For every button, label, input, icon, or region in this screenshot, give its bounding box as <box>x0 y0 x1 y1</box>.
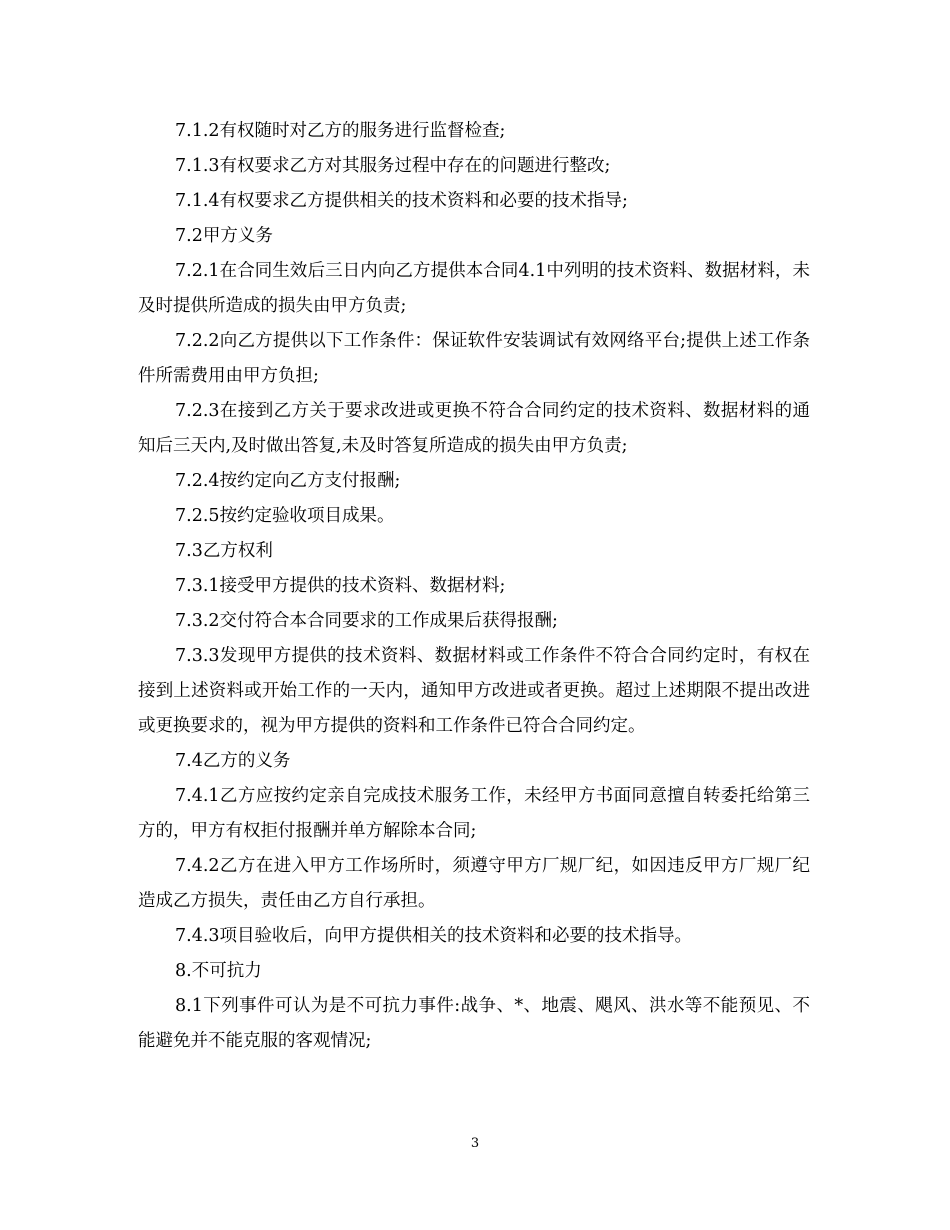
document-body <box>138 114 810 1059</box>
clause-7-3-2: 7.3.2交付符合本合同要求的工作成果后获得报酬; <box>175 611 558 631</box>
clause-7-2-2: 7.2.2向乙方提供以下工作条件：保证软件安装调试有效网络平台;提供上述工作条件所需费用由甲方负担; <box>138 331 810 386</box>
page-number: 3 <box>470 1136 480 1151</box>
clause-7-4-3: 7.4.3项目验收后，向甲方提供相关的技术资料和必要的技术指导。 <box>175 926 693 946</box>
clause-7-3-3: 7.3.3发现甲方提供的技术资料、数据材料或工作条件不符合合同约定时，有权在接到上述资料或开始工作的一天内，通知甲方改进或者更换。超过上述期限不提出改进或更换要求的，视为甲方提供的资料和工作条件已符合合同约定。 <box>138 646 810 736</box>
section-heading-8: 8.不可抗力 <box>175 961 262 981</box>
clause-7-1-2: 7.1.2有权随时对乙方的服务进行监督检查; <box>175 121 506 141</box>
section-heading-7-3: 7.3乙方权利 <box>175 541 273 561</box>
clause-7-2-1: 7.2.1在合同生效后三日内向乙方提供本合同4.1中列明的技术资料、数据材料，未及时提供所造成的损失由甲方负责; <box>138 261 810 316</box>
clause-7-2-4: 7.2.4按约定向乙方支付报酬; <box>175 471 401 491</box>
clause-7-3-1: 7.3.1接受甲方提供的技术资料、数据材料; <box>175 576 506 596</box>
clause-7-4-1: 7.4.1乙方应按约定亲自完成技术服务工作，未经甲方书面同意擅自转委托给第三方的，甲方有权拒付报酬并单方解除本合同; <box>138 786 810 841</box>
clause-7-1-4: 7.1.4有权要求乙方提供相关的技术资料和必要的技术指导; <box>175 191 628 211</box>
clause-7-2-3: 7.2.3在接到乙方关于要求改进或更换不符合合同约定的技术资料、数据材料的通知后三天内,及时做出答复,未及时答复所造成的损失由甲方负责; <box>138 401 810 456</box>
clause-7-4-2: 7.4.2乙方在进入甲方工作场所时，须遵守甲方厂规厂纪，如因违反甲方厂规厂纪造成乙方损失，责任由乙方自行承担。 <box>138 856 810 911</box>
section-heading-7-2: 7.2甲方义务 <box>175 226 273 246</box>
clause-8-1: 8.1下列事件可认为是不可抗力事件:战争、*、地震、飓风、洪水等不能预见、不能避免并不能克服的客观情况; <box>138 996 810 1051</box>
clause-7-2-5: 7.2.5按约定验收项目成果。 <box>175 506 395 526</box>
clause-7-1-3: 7.1.3有权要求乙方对其服务过程中存在的问题进行整改; <box>175 156 611 176</box>
section-heading-7-4: 7.4乙方的义务 <box>175 751 291 771</box>
